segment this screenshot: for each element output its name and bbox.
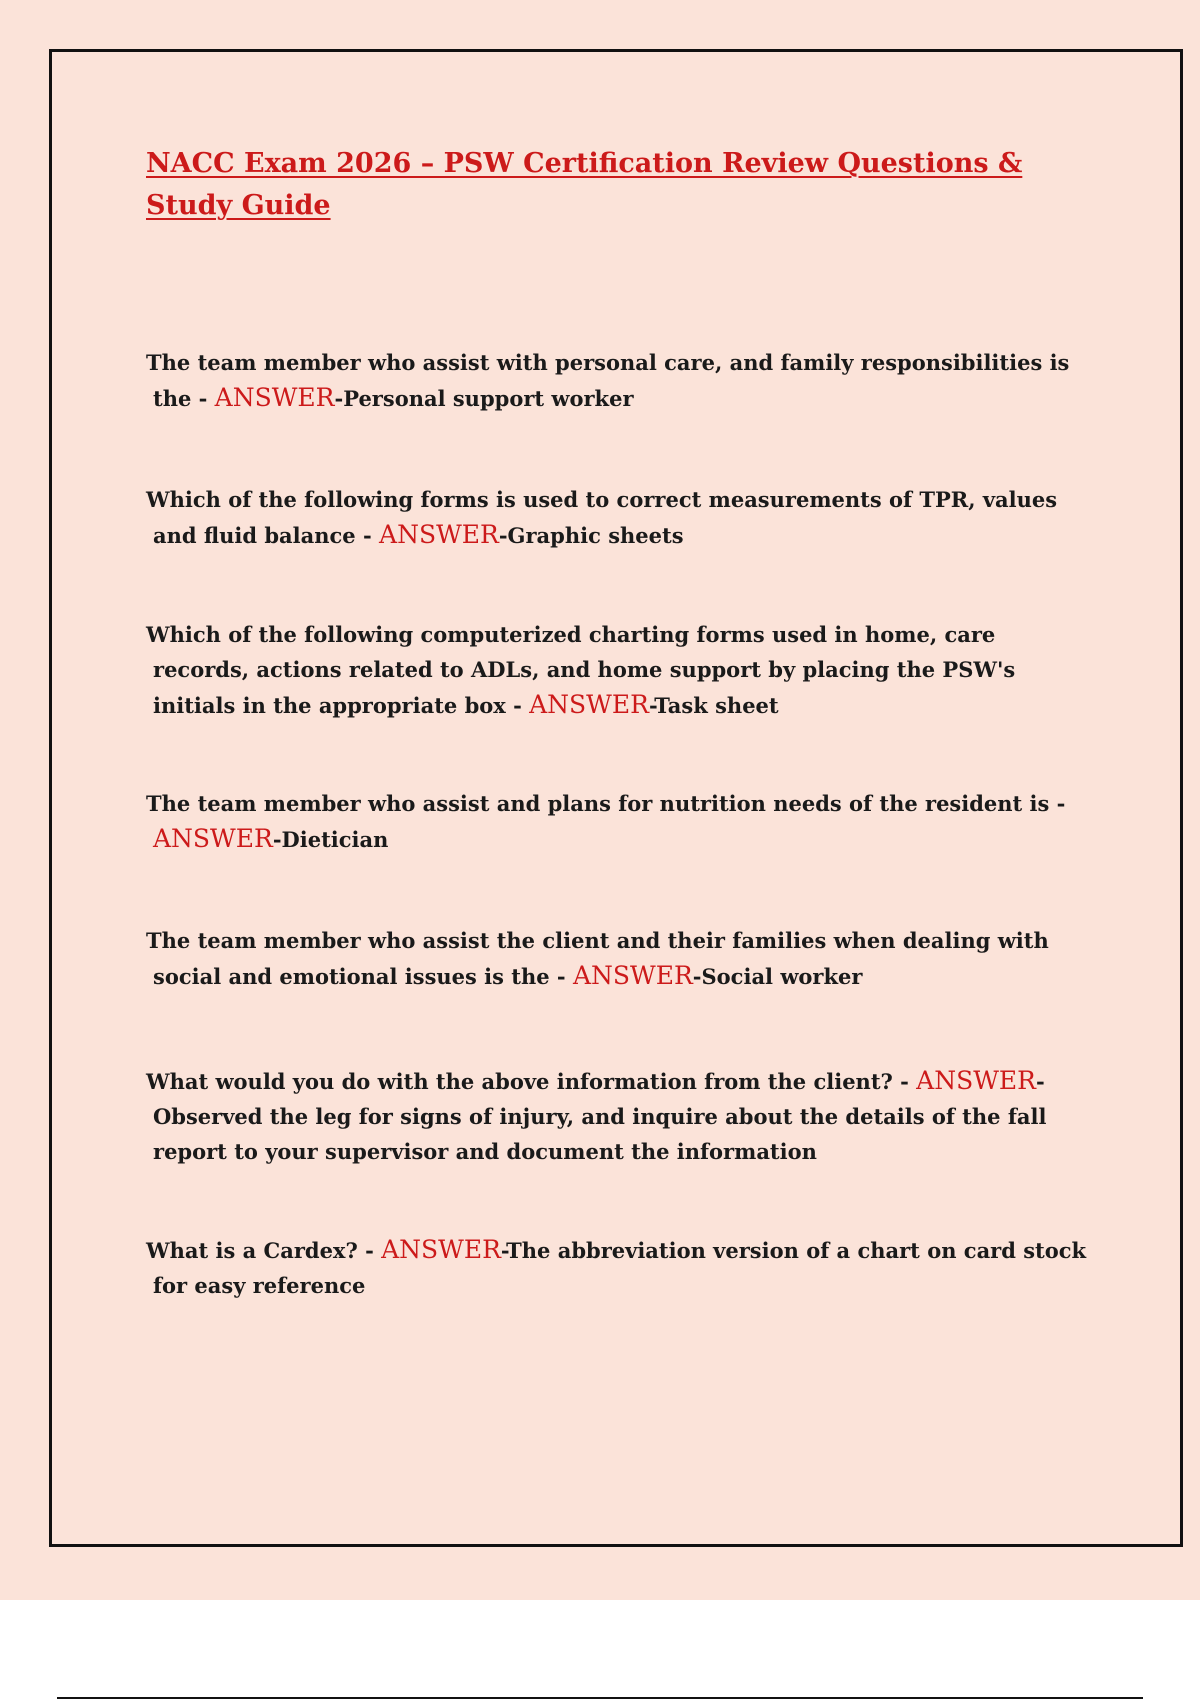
answer-text: -Observed the leg for signs of injury, and inquire about the details of the fall report to your supervisor and document the information	[153, 1069, 1047, 1164]
question-text: Which of the following forms is used to correct measurements of TPR, values and fluid balance -	[146, 487, 1058, 548]
qa-item	[146, 345, 1088, 416]
question-text: What is a Cardex? -	[146, 1238, 382, 1263]
answer-label: ANSWER	[214, 383, 335, 412]
qa-item	[146, 1232, 1088, 1303]
footer-divider	[57, 1697, 1143, 1699]
question-text: The team member who assist and plans for nutrition needs of the resident is -	[146, 791, 1066, 816]
answer-text: -Task sheet	[648, 693, 779, 718]
qa-item	[146, 1063, 1088, 1169]
answer-text: -The abbreviation version of a chart on card stock for easy reference	[153, 1238, 1087, 1298]
answer-text: -Personal support worker	[334, 386, 634, 411]
answer-label: ANSWER	[153, 824, 273, 853]
answer-label: ANSWER	[916, 1066, 1036, 1095]
question-text: The team member who assist with personal care, and family responsibilities is the -	[146, 350, 1070, 411]
question-text: The team member who assist the client and their families when dealing with social and emotional issues is the -	[146, 928, 1049, 989]
qa-item	[146, 482, 1088, 553]
answer-text: -Dietician	[272, 827, 389, 852]
answer-label: ANSWER	[381, 1235, 501, 1264]
answer-label: ANSWER	[529, 690, 649, 719]
answer-label: ANSWER	[572, 961, 693, 990]
question-text: Which of the following computerized charting forms used in home, care records, actions related to ADLs, and home support by placing the PSW's initials in the appropriate box -	[146, 622, 1016, 718]
question-text: What would you do with the above information from the client? -	[146, 1069, 917, 1094]
answer-text: -Graphic sheets	[498, 523, 684, 548]
qa-item	[146, 923, 1088, 994]
qa-item	[146, 786, 1088, 857]
answer-label: ANSWER	[379, 520, 499, 549]
document-title: NACC Exam 2026 – PSW Certification Review Questions & Study Guide	[146, 148, 1023, 221]
answer-text: -Social worker	[692, 964, 863, 989]
qa-item	[146, 617, 1088, 723]
